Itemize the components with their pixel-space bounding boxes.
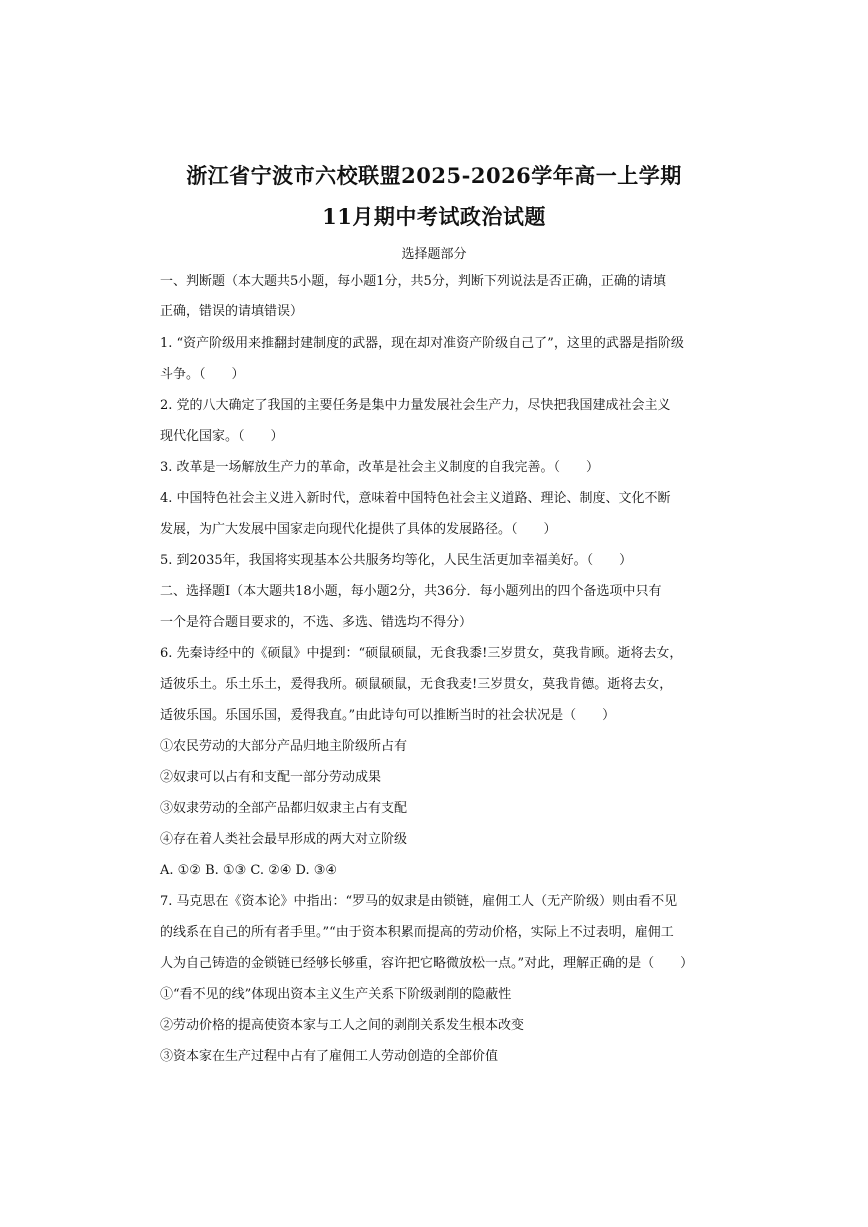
text-line: 3. 改革是一场解放生产力的革命，改革是社会主义制度的自我完善。（ ） [160, 460, 600, 475]
text-line: 一个是符合题目要求的，不选、多选、错选均不得分） [160, 615, 473, 630]
text-line: 1. “资产阶级用来推翻封建制度的武器，现在却对准资产阶级自己了”，这里的武器是指阶级 [160, 336, 684, 351]
option-line: ④存在着人类社会最早形成的两大对立阶级 [160, 832, 408, 847]
text-line: 二、选择题Ⅰ（本大题共18小题，每小题2分，共36分．每小题列出的四个备选项中只有 [160, 584, 662, 599]
option-line: ①农民劳动的大部分产品归地主阶级所占有 [160, 739, 408, 754]
exam-title-line-1: 浙江省宁波市六校联盟2025-2026学年高一上学期 [186, 163, 682, 188]
text-line: 5. 到2035年，我国将实现基本公共服务均等化，人民生活更加幸福美好。（ ） [160, 553, 633, 568]
text-line: 适彼乐土。乐土乐土，爰得我所。硕鼠硕鼠，无食我麦!三岁贯女，莫我肯德。逝将去女， [160, 677, 673, 692]
option-line: ②劳动价格的提高使资本家与工人之间的剥削关系发生根本改变 [160, 1018, 525, 1033]
section-label: 选择题部分 [401, 247, 467, 262]
text-line: 6. 先秦诗经中的《硕鼠》中提到：“硕鼠硕鼠，无食我黍!三岁贯女，莫我肯顾。逝将去女， [160, 646, 683, 661]
option-line: ③奴隶劳动的全部产品都归奴隶主占有支配 [160, 801, 408, 816]
text-line: 适彼乐国。乐国乐国，爰得我直。”由此诗句可以推断当时的社会状况是（ ） [160, 708, 616, 723]
exam-title-line-2: 11月期中考试政治试题 [322, 204, 546, 229]
text-line: 的线系在自己的所有者手里。”“由于资本积累而提高的劳动价格，实际上不过表明，雇佣工 [160, 925, 674, 940]
text-line: 正确，错误的请填错误） [160, 304, 304, 319]
text-line: 2. 党的八大确定了我国的主要任务是集中力量发展社会生产力，尽快把我国建成社会主义 [160, 398, 671, 413]
answer-choices: A. ①② B. ①③ C. ②④ D. ③④ [160, 863, 338, 878]
text-line: 发展，为广大发展中国家走向现代化提供了具体的发展路径。（ ） [160, 522, 557, 537]
option-line: ②奴隶可以占有和支配一部分劳动成果 [160, 770, 382, 785]
text-line: 4. 中国特色社会主义进入新时代，意味着中国特色社会主义道路、理论、制度、文化不断 [160, 491, 671, 506]
option-line: ①“看不见的线”体现出资本主义生产关系下阶级剥削的隐蔽性 [160, 987, 512, 1002]
text-line: 7. 马克思在《资本论》中指出：“罗马的奴隶是由锁链，雇佣工人（无产阶级）则由看不见 [160, 894, 678, 909]
option-line: ③资本家在生产过程中占有了雇佣工人劳动创造的全部价值 [160, 1049, 499, 1064]
text-line: 一、判断题（本大题共5小题，每小题1分，共5分，判断下列说法是否正确，正确的请填 [160, 274, 666, 289]
text-line: 人为自己铸造的金锁链已经够长够重，容许把它略微放松一点。”对此，理解正确的是（ ） [160, 956, 694, 971]
text-line: 现代化国家。（ ） [160, 429, 284, 444]
text-line: 斗争。（ ） [160, 367, 245, 382]
